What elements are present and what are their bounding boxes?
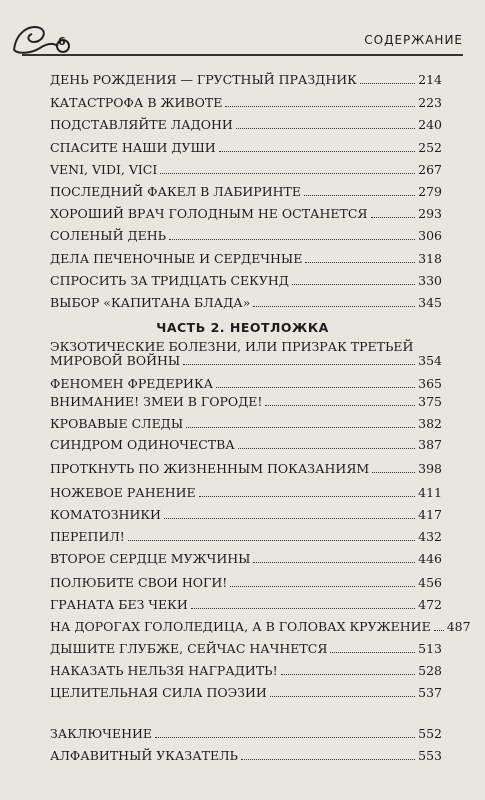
dot-leader	[128, 540, 415, 541]
toc-entry-title: СПРОСИТЬ ЗА ТРИДЦАТЬ СЕКУНД	[50, 273, 289, 288]
toc-entry	[50, 686, 442, 700]
toc-entry-page: 487	[446, 619, 471, 634]
toc-entry	[50, 462, 442, 476]
dot-leader	[164, 518, 415, 519]
toc-entry	[50, 141, 442, 155]
toc-entry-page: 456	[418, 575, 442, 590]
dot-leader	[225, 106, 415, 107]
toc-entry-page: 552	[418, 726, 442, 741]
stethoscope-icon	[12, 20, 82, 56]
toc-entry	[50, 438, 442, 452]
toc-entry-title: СИНДРОМ ОДИНОЧЕСТВА	[50, 437, 235, 452]
toc-entry-page: 240	[418, 117, 442, 132]
toc-entry	[50, 229, 442, 243]
toc-entry-title: ДЕНЬ РОЖДЕНИЯ — ГРУСТНЫЙ ПРАЗДНИК	[50, 72, 357, 87]
dot-leader	[371, 217, 416, 218]
dot-leader	[219, 151, 415, 152]
toc-entry-title-line2: МИРОВОЙ ВОЙНЫ	[50, 353, 181, 368]
page-header	[0, 20, 485, 56]
toc-entry-page: 528	[418, 663, 442, 678]
dot-leader	[434, 630, 444, 631]
toc-entry-title: НА ДОРОГАХ ГОЛОЛЕДИЦА, А В ГОЛОВАХ КРУЖЕНИЕ	[50, 619, 431, 634]
toc-entry-page: 432	[418, 529, 442, 544]
toc-entry	[50, 395, 442, 409]
toc-entry	[50, 96, 442, 110]
toc-entry-page: 354	[418, 353, 442, 368]
dot-leader	[330, 652, 415, 653]
toc-entry-page: 472	[418, 597, 442, 612]
page-number: 6	[58, 35, 66, 48]
toc-entry-title: КОМАТОЗНИКИ	[50, 507, 161, 522]
toc-entry	[50, 207, 442, 221]
toc-entry-title: ВЫБОР «КАПИТАНА БЛАДА»	[50, 295, 251, 310]
toc-entry-page: 411	[418, 485, 442, 500]
toc-entry-title: ПЕРЕПИЛ!	[50, 529, 125, 544]
toc-entry-page: 417	[418, 507, 442, 522]
toc-entry	[50, 576, 442, 590]
toc-entry-title: ПОДСТАВЛЯЙТЕ ЛАДОНИ	[50, 117, 233, 132]
toc-entry-title: СОЛЕНЫЙ ДЕНЬ	[50, 228, 167, 243]
toc-entry-title: ЦЕЛИТЕЛЬНАЯ СИЛА ПОЭЗИИ	[50, 685, 267, 700]
toc-entry-page: 318	[418, 251, 442, 266]
running-head: СОДЕРЖАНИЕ	[364, 33, 463, 47]
toc-entry	[50, 73, 442, 87]
toc-entry-page: 345	[418, 295, 442, 310]
toc-entry	[50, 619, 471, 634]
dot-leader	[155, 737, 415, 738]
toc-entry-page: 252	[418, 140, 442, 155]
toc-entry-page: 553	[418, 748, 442, 763]
toc-entry-title: ДЕЛА ПЕЧЕНОЧНЫЕ И СЕРДЕЧНЫЕ	[50, 251, 303, 266]
section-heading: ЧАСТЬ 2. НЕОТЛОЖКА	[156, 320, 329, 335]
toc-entry-page: 267	[418, 162, 442, 177]
toc-entry	[50, 118, 442, 132]
toc-entry-title: ПРОТКНУТЬ ПО ЖИЗНЕННЫМ ПОКАЗАНИЯМ	[50, 461, 370, 476]
toc-entry	[50, 163, 442, 177]
toc-entry-title: ГРАНАТА БЕЗ ЧЕКИ	[50, 597, 188, 612]
toc-entry-page: 214	[418, 72, 442, 87]
toc-entry-title: ВТОРОЕ СЕРДЦЕ МУЖЧИНЫ	[50, 551, 251, 566]
toc-entry	[50, 642, 442, 656]
toc-entry-title: КАТАСТРОФА В ЖИВОТЕ	[50, 95, 223, 110]
toc-entry-page: 223	[418, 95, 442, 110]
toc-entry	[50, 727, 442, 741]
toc-entry	[50, 274, 442, 288]
toc-entry-title: ПОСЛЕДНИЙ ФАКЕЛ В ЛАБИРИНТЕ	[50, 184, 301, 199]
toc-entry	[50, 552, 442, 566]
toc-entry	[50, 417, 442, 431]
dot-leader	[183, 364, 415, 365]
toc-entry-title: VENI, VIDI, VICI	[50, 162, 158, 177]
toc-entry	[50, 340, 442, 368]
dot-leader	[253, 306, 415, 307]
dot-leader	[216, 387, 415, 388]
dot-leader	[230, 586, 415, 587]
toc-entry-page: 446	[418, 551, 442, 566]
toc-entry-page: 279	[418, 184, 442, 199]
toc-entry	[50, 185, 442, 199]
toc-entry	[50, 486, 442, 500]
dot-leader	[160, 173, 415, 174]
dot-leader	[270, 696, 415, 697]
dot-leader	[304, 195, 415, 196]
dot-leader	[186, 427, 415, 428]
dot-leader	[372, 472, 415, 473]
dot-leader	[292, 284, 415, 285]
toc-entry	[50, 598, 442, 612]
dot-leader	[281, 674, 416, 675]
toc-entry-page: 537	[418, 685, 442, 700]
toc-entry-page: 387	[418, 437, 442, 452]
toc-entry-title: ДЫШИТЕ ГЛУБЖЕ, СЕЙЧАС НАЧНЕТСЯ	[50, 641, 328, 656]
dot-leader	[360, 83, 415, 84]
toc-entry-page: 306	[418, 228, 442, 243]
toc-entry-title: ПОЛЮБИТЕ СВОИ НОГИ!	[50, 575, 228, 590]
dot-leader	[199, 496, 415, 497]
dot-leader	[241, 759, 415, 760]
dot-leader	[305, 262, 415, 263]
toc-entry-title: СПАСИТЕ НАШИ ДУШИ	[50, 140, 216, 155]
toc-entry	[50, 377, 442, 391]
dot-leader	[238, 448, 415, 449]
toc-entry-page: 293	[418, 206, 442, 221]
dot-leader	[169, 239, 415, 240]
dot-leader	[191, 608, 415, 609]
header-rule	[22, 54, 463, 56]
toc-entry	[50, 508, 442, 522]
toc-entry-page: 375	[418, 394, 442, 409]
toc-entry	[50, 296, 442, 310]
toc-entry-title: АЛФАВИТНЫЙ УКАЗАТЕЛЬ	[50, 748, 238, 763]
dot-leader	[265, 405, 415, 406]
toc-entry	[50, 749, 442, 763]
toc-entry-title: КРОВАВЫЕ СЛЕДЫ	[50, 416, 184, 431]
toc-entry-title: НОЖЕВОЕ РАНЕНИЕ	[50, 485, 196, 500]
toc-entry-page: 398	[418, 461, 442, 476]
dot-leader	[236, 128, 415, 129]
toc-entry-page: 382	[418, 416, 442, 431]
toc-entry-title-line1: ЭКЗОТИЧЕСКИЕ БОЛЕЗНИ, ИЛИ ПРИЗРАК ТРЕТЬЕЙ	[50, 339, 414, 354]
toc-entry-page: 330	[418, 273, 442, 288]
toc-entry-page: 365	[418, 376, 442, 391]
toc-entry-title: ЗАКЛЮЧЕНИЕ	[50, 726, 152, 741]
toc-entry-page: 513	[418, 641, 442, 656]
toc-entry-title: ХОРОШИЙ ВРАЧ ГОЛОДНЫМ НЕ ОСТАНЕТСЯ	[50, 206, 368, 221]
toc-entry	[50, 664, 442, 678]
toc-entry-title: ВНИМАНИЕ! ЗМЕИ В ГОРОДЕ!	[50, 394, 263, 409]
toc-entry	[50, 530, 442, 544]
toc-entry-title: НАКАЗАТЬ НЕЛЬЗЯ НАГРАДИТЬ!	[50, 663, 278, 678]
dot-leader	[253, 562, 415, 563]
toc-entry-title: ФЕНОМЕН ФРЕДЕРИКА	[50, 376, 214, 391]
toc-entry	[50, 252, 442, 266]
